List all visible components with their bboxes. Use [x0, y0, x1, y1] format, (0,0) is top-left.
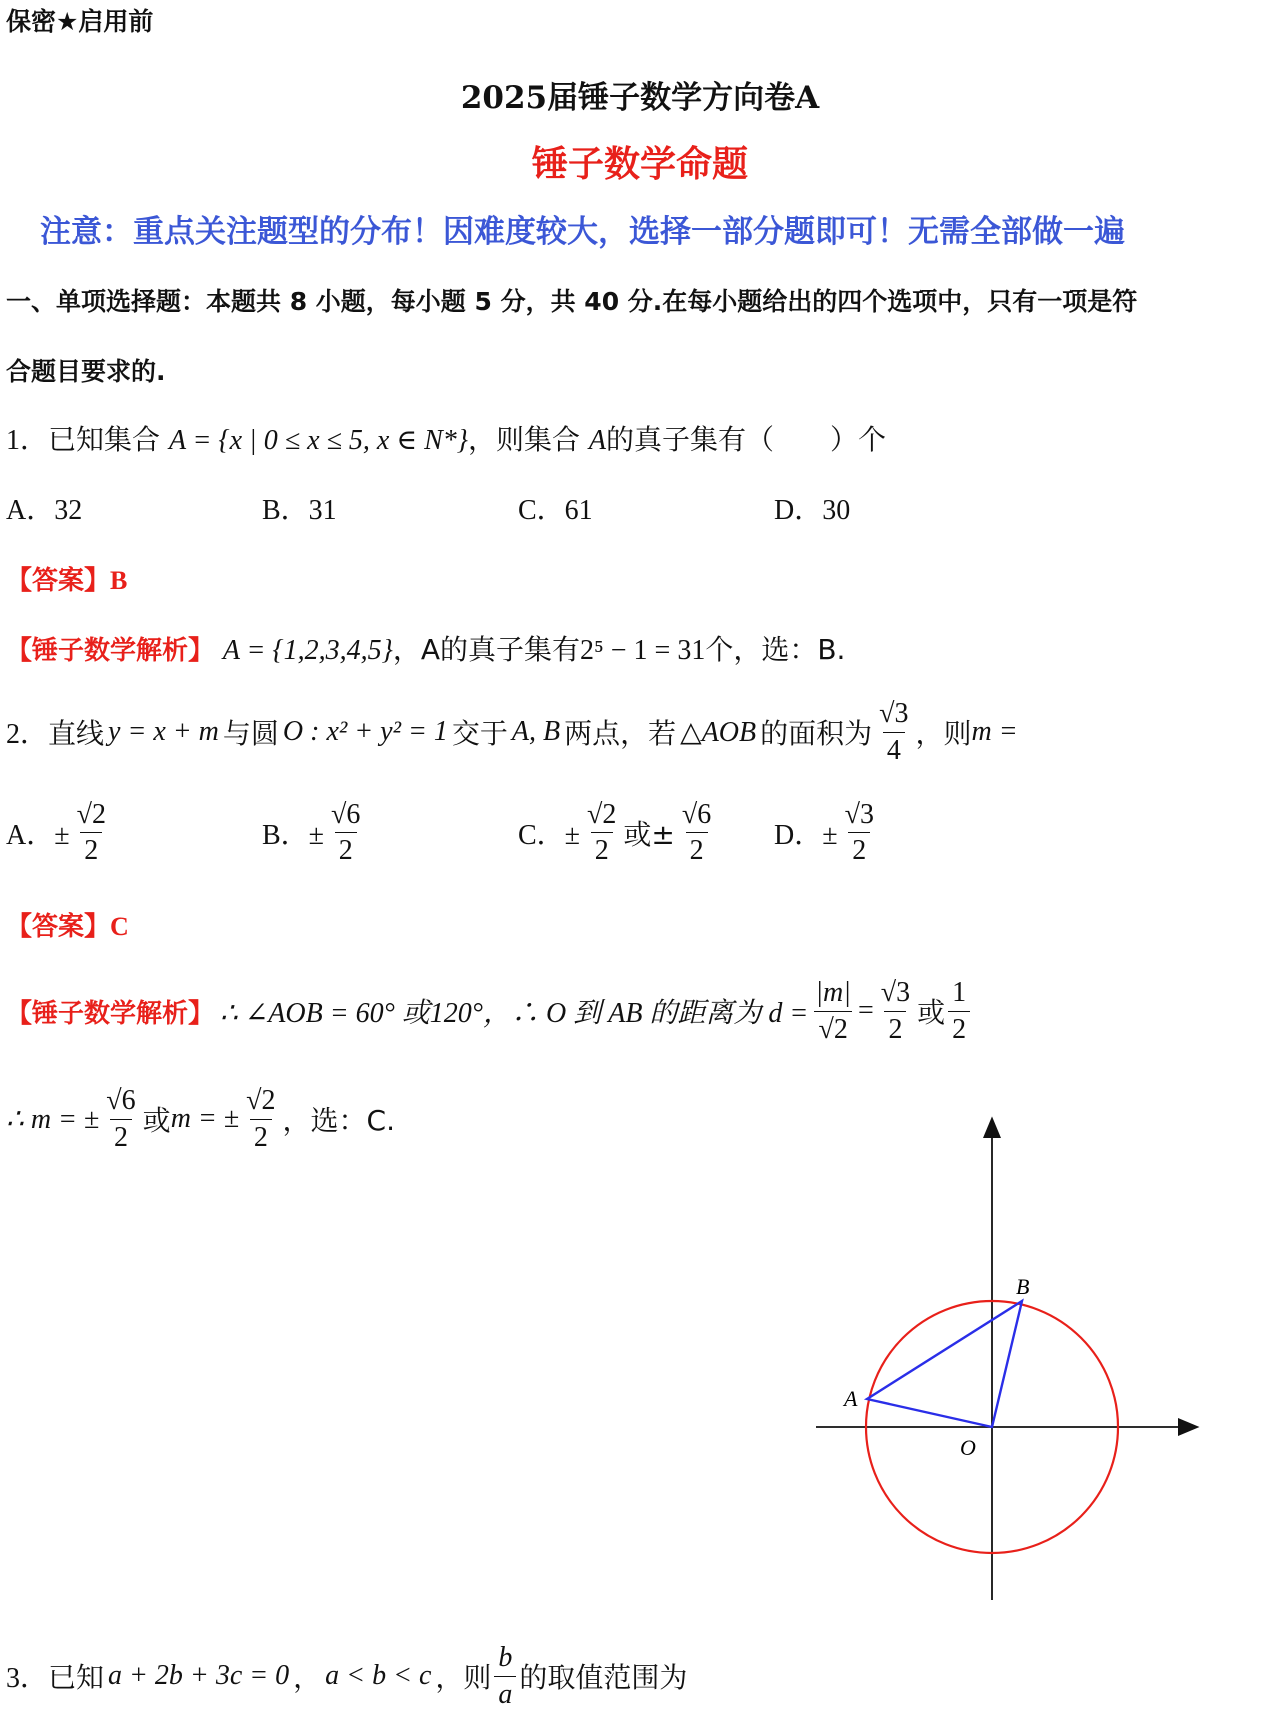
intersection-points: A, B [511, 716, 561, 747]
exam-subtitle: 锤子数学命题 [531, 144, 748, 185]
conclusion-text: m = ± [170, 1103, 240, 1134]
fraction-denominator: a [494, 1676, 516, 1709]
fraction-numerator: √6 [106, 1085, 136, 1117]
fraction-denominator: 2 [110, 1119, 132, 1152]
fraction-numerator: √2 [76, 799, 106, 830]
fraction-numerator: √6 [331, 799, 361, 830]
analysis-text: ∴ ∠AOB = 60° 或120°，∴ O 到 AB 的距离为 d = [220, 998, 809, 1029]
question-1 [6, 418, 886, 458]
question-text: 已知 [48, 1661, 105, 1694]
set-expression: A = {x | 0 ≤ x ≤ 5, x ∈ N*} [168, 425, 468, 456]
q2-answer [6, 906, 129, 943]
analysis-expression: A = {1,2,3,4,5} [222, 635, 393, 666]
fraction-numerator: √2 [246, 1085, 276, 1117]
option-label: C．± [518, 819, 581, 851]
answer-label: 【答案】 [6, 566, 111, 596]
section-heading-line2: 合题目要求的. [6, 357, 166, 386]
conclusion-end: ，选：C. [282, 1104, 395, 1137]
question-text: 直线 [48, 717, 105, 750]
q2-option-a[interactable] [6, 800, 113, 866]
conclusion-fraction [242, 1086, 279, 1152]
distance-fraction [811, 978, 855, 1044]
option-label: D．± [774, 819, 838, 851]
question-text: 的面积为 [760, 717, 873, 750]
analysis-conclusion: 个，选：B. [705, 633, 846, 666]
q2-option-d[interactable] [774, 800, 881, 866]
analysis-label: 【锤子数学解析】 [6, 998, 215, 1029]
fraction-numerator: √2 [587, 799, 617, 830]
fraction-numerator: √3 [880, 977, 911, 1009]
question-text: 已知集合 [48, 423, 161, 456]
analysis-label: 【锤子数学解析】 [6, 636, 215, 666]
question-text: ，则 [915, 717, 972, 750]
confidential-mark: 保密★启用前 [6, 7, 154, 36]
fraction-denominator: 4 [883, 732, 905, 765]
question-text: 的取值范围为 [519, 1661, 688, 1694]
area-fraction [875, 699, 912, 765]
q1-option-d[interactable]: D．30 [774, 495, 851, 526]
question-2 [6, 692, 1018, 772]
constraint-equation: a + 2b + 3c = 0 [108, 1660, 290, 1691]
question-text: 两点，若 [564, 717, 677, 750]
q1-option-c[interactable]: C．61 [518, 495, 593, 526]
q2-option-b[interactable] [262, 800, 367, 866]
option-fraction [678, 800, 715, 866]
fraction-numerator: 1 [952, 977, 967, 1009]
fraction-denominator: 2 [848, 832, 870, 865]
exam-title: 2025届锤子数学方向卷A [460, 80, 820, 116]
variable: A [588, 425, 606, 456]
or-connector: 或 [917, 996, 946, 1029]
fraction-denominator: 2 [591, 832, 613, 865]
section-heading-line1: 一、单项选择题：本题共 8 小题，每小题 5 分，共 40 分.在每小题给出的四个选项中，只有一项是符 [6, 287, 1138, 316]
answer-value: B [110, 566, 128, 595]
ratio-fraction [494, 1643, 516, 1709]
value-fraction [877, 978, 914, 1044]
origin-label: O [960, 1435, 976, 1460]
fraction-denominator: 2 [335, 832, 357, 865]
fraction-denominator: 2 [884, 1011, 906, 1044]
fraction-denominator: 2 [80, 832, 102, 865]
circle-equation: O : x² + y² = 1 [282, 716, 448, 747]
fraction-numerator: |m| [815, 977, 851, 1009]
fraction-numerator: √6 [681, 799, 712, 830]
answer-value: C [110, 912, 129, 941]
triangle-label: △AOB [680, 717, 757, 748]
question-text: 与圆 [222, 717, 279, 750]
point-b-label: B [1016, 1274, 1030, 1299]
question-text: 的真子集有（ ）个 [605, 423, 886, 456]
value-fraction [948, 978, 970, 1044]
option-fraction [73, 800, 110, 866]
circle-triangle-figure [800, 1110, 1220, 1630]
fraction-denominator: 2 [948, 1011, 970, 1044]
option-connector: 或± [623, 817, 675, 851]
conclusion-text: ∴ m = ± [6, 1104, 100, 1135]
option-fraction [841, 800, 878, 866]
or-connector: 或 [142, 1104, 171, 1137]
answer-label: 【答案】 [6, 912, 111, 942]
fraction-denominator: 2 [686, 832, 708, 865]
question-variable: m = [971, 716, 1018, 747]
notice-banner: 注意：重点关注题型的分布！因难度较大，选择一部分题即可！无需全部做一遍 [40, 214, 1125, 250]
option-label: A．± [6, 819, 70, 851]
analysis-text: ，A的真子集有 [392, 633, 580, 666]
question-number: 3． [6, 1663, 49, 1694]
q1-analysis [6, 628, 845, 668]
option-fraction [327, 800, 364, 866]
question-text: ，则 [435, 1661, 492, 1694]
triangle-aob [867, 1301, 1022, 1427]
q1-option-a[interactable]: A．32 [6, 495, 83, 526]
fraction-numerator: b [498, 1642, 513, 1674]
line-equation: y = x + m [108, 716, 219, 747]
point-a-label: A [844, 1386, 858, 1411]
fraction-numerator: √3 [844, 799, 874, 830]
option-fraction [583, 800, 620, 866]
analysis-calculation: 2⁵ − 1 = 31 [579, 635, 706, 666]
question-number: 1． [6, 425, 49, 456]
q2-analysis [6, 966, 973, 1056]
conclusion-fraction [102, 1086, 139, 1152]
fraction-numerator: √3 [879, 698, 909, 730]
question-3 [6, 1636, 687, 1716]
option-label: B．± [262, 819, 325, 851]
question-number: 2． [6, 719, 49, 750]
q1-answer [6, 560, 127, 597]
question-text: 交于 [451, 717, 508, 750]
fraction-denominator: √2 [814, 1011, 851, 1044]
q1-option-b[interactable]: B．31 [262, 495, 337, 526]
equals-sign: = [857, 995, 874, 1026]
fraction-denominator: 2 [250, 1119, 272, 1152]
q2-option-c[interactable] [518, 800, 718, 866]
question-text: ，则集合 [467, 423, 580, 456]
question-text: ， [293, 1661, 322, 1694]
q2-conclusion [6, 1074, 395, 1164]
inequality: a < b < c [325, 1660, 432, 1691]
